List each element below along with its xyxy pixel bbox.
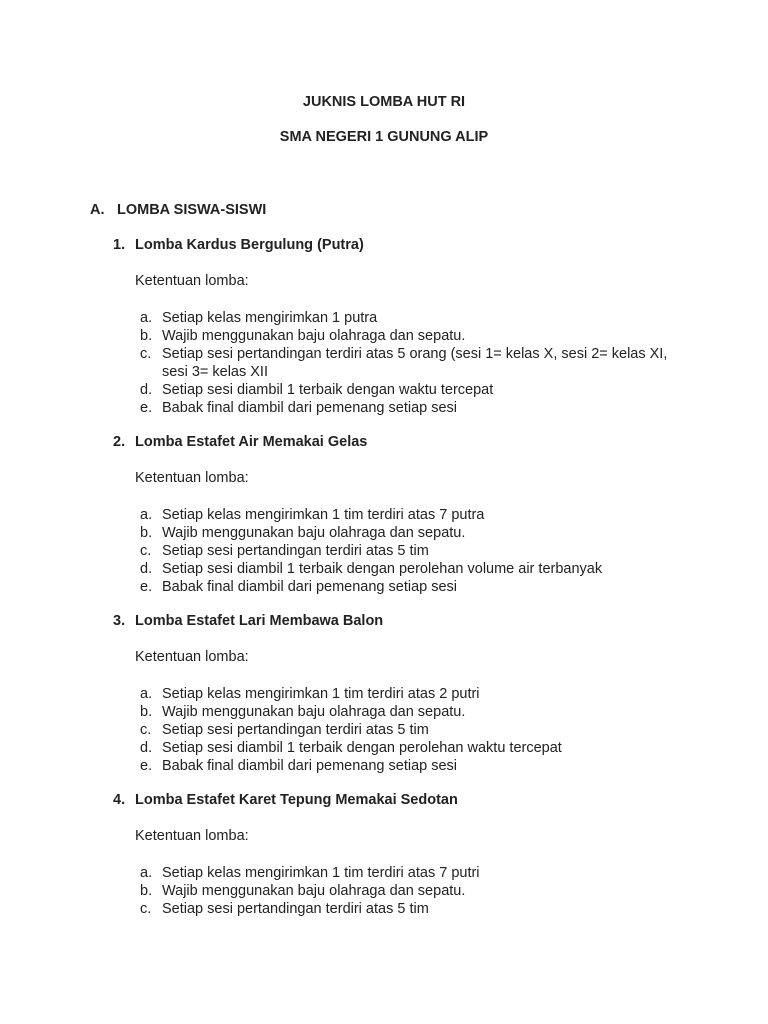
- rule-text: Setiap sesi diambil 1 terbaik dengan waktu tercepat: [162, 382, 494, 398]
- rule-marker: a.: [140, 507, 153, 523]
- rule-text: Setiap sesi pertandingan terdiri atas 5 tim: [162, 543, 429, 559]
- item-number: 2.: [113, 434, 126, 450]
- rule-marker: d.: [140, 382, 153, 398]
- rule-text: Setiap kelas mengirimkan 1 tim terdiri atas 7 putri: [162, 865, 480, 881]
- rule-marker: d.: [140, 561, 153, 577]
- rule-text: Babak final diambil dari pemenang setiap sesi: [162, 400, 458, 416]
- rule-text: Setiap kelas mengirimkan 1 putra: [162, 310, 378, 326]
- rule-item: [135, 739, 675, 757]
- rule-item: [135, 381, 675, 399]
- rule-item: [135, 757, 675, 775]
- rules-list: [135, 506, 675, 596]
- item-title: Lomba Estafet Lari Membawa Balon: [135, 613, 384, 629]
- rule-item: [135, 345, 675, 381]
- rule-text: Wajib menggunakan baju olahraga dan sepatu.: [162, 525, 466, 541]
- rule-text: Setiap sesi diambil 1 terbaik dengan perolehan waktu tercepat: [162, 740, 562, 756]
- rule-marker: b.: [140, 704, 153, 720]
- rule-text: Setiap sesi pertandingan terdiri atas 5 tim: [162, 722, 429, 738]
- item-title: Lomba Kardus Bergulung (Putra): [135, 237, 364, 253]
- section-heading: [90, 202, 266, 218]
- rule-marker: c.: [140, 346, 152, 362]
- item-title: Lomba Estafet Air Memakai Gelas: [135, 434, 368, 450]
- rule-text: Setiap sesi pertandingan terdiri atas 5 tim: [162, 901, 429, 917]
- document-title: JUKNIS LOMBA HUT RI: [302, 94, 466, 110]
- rule-text: Wajib menggunakan baju olahraga dan sepatu.: [162, 704, 466, 720]
- rule-item: [135, 309, 675, 327]
- rule-marker: d.: [140, 740, 153, 756]
- rule-marker: e.: [140, 579, 153, 595]
- rules-label: Ketentuan lomba:: [135, 470, 249, 486]
- section-title: LOMBA SISWA-SISWI: [117, 202, 267, 218]
- item-title: Lomba Estafet Karet Tepung Memakai Sedotan: [135, 792, 458, 808]
- item-heading: [113, 434, 367, 450]
- item-heading: [113, 792, 458, 808]
- rule-text: Setiap kelas mengirimkan 1 tim terdiri atas 2 putri: [162, 686, 480, 702]
- item-heading: [113, 613, 383, 629]
- rule-text: Setiap sesi pertandingan terdiri atas 5 orang (sesi 1= kelas X, sesi 2= kelas XI, sesi 3= kelas XII: [162, 346, 668, 380]
- rule-item: [135, 506, 675, 524]
- rule-marker: c.: [140, 543, 152, 559]
- rule-item: [135, 578, 675, 596]
- rule-item: [135, 327, 675, 345]
- rule-text: Wajib menggunakan baju olahraga dan sepatu.: [162, 328, 466, 344]
- rule-text: Babak final diambil dari pemenang setiap sesi: [162, 758, 458, 774]
- rule-item: [135, 399, 675, 417]
- rule-marker: c.: [140, 722, 152, 738]
- rule-item: [135, 721, 675, 739]
- rule-marker: b.: [140, 525, 153, 541]
- rule-marker: e.: [140, 400, 153, 416]
- rule-text: Wajib menggunakan baju olahraga dan sepatu.: [162, 883, 466, 899]
- section-marker: A.: [90, 202, 105, 218]
- rule-marker: b.: [140, 328, 153, 344]
- rule-text: Setiap kelas mengirimkan 1 tim terdiri atas 7 putra: [162, 507, 485, 523]
- rule-item: [135, 542, 675, 560]
- rules-label: Ketentuan lomba:: [135, 649, 249, 665]
- item-number: 4.: [113, 792, 126, 808]
- rule-item: [135, 560, 675, 578]
- item-number: 3.: [113, 613, 126, 629]
- rule-marker: a.: [140, 310, 153, 326]
- rules-list: [135, 864, 675, 918]
- rule-marker: e.: [140, 758, 153, 774]
- item-number: 1.: [113, 237, 126, 253]
- rules-label: Ketentuan lomba:: [135, 273, 249, 289]
- rule-text: Setiap sesi diambil 1 terbaik dengan perolehan volume air terbanyak: [162, 561, 603, 577]
- rule-item: [135, 882, 675, 900]
- rules-list: [135, 685, 675, 775]
- rule-item: [135, 703, 675, 721]
- rule-text: Babak final diambil dari pemenang setiap sesi: [162, 579, 458, 595]
- document-subtitle: SMA NEGERI 1 GUNUNG ALIP: [279, 129, 489, 145]
- rule-marker: a.: [140, 686, 153, 702]
- rule-marker: b.: [140, 883, 153, 899]
- rule-item: [135, 864, 675, 882]
- rules-list: [135, 309, 675, 417]
- rule-item: [135, 524, 675, 542]
- rules-label: Ketentuan lomba:: [135, 828, 249, 844]
- rule-marker: c.: [140, 901, 152, 917]
- rule-item: [135, 685, 675, 703]
- rule-item: [135, 900, 675, 918]
- rule-marker: a.: [140, 865, 153, 881]
- item-heading: [113, 237, 364, 253]
